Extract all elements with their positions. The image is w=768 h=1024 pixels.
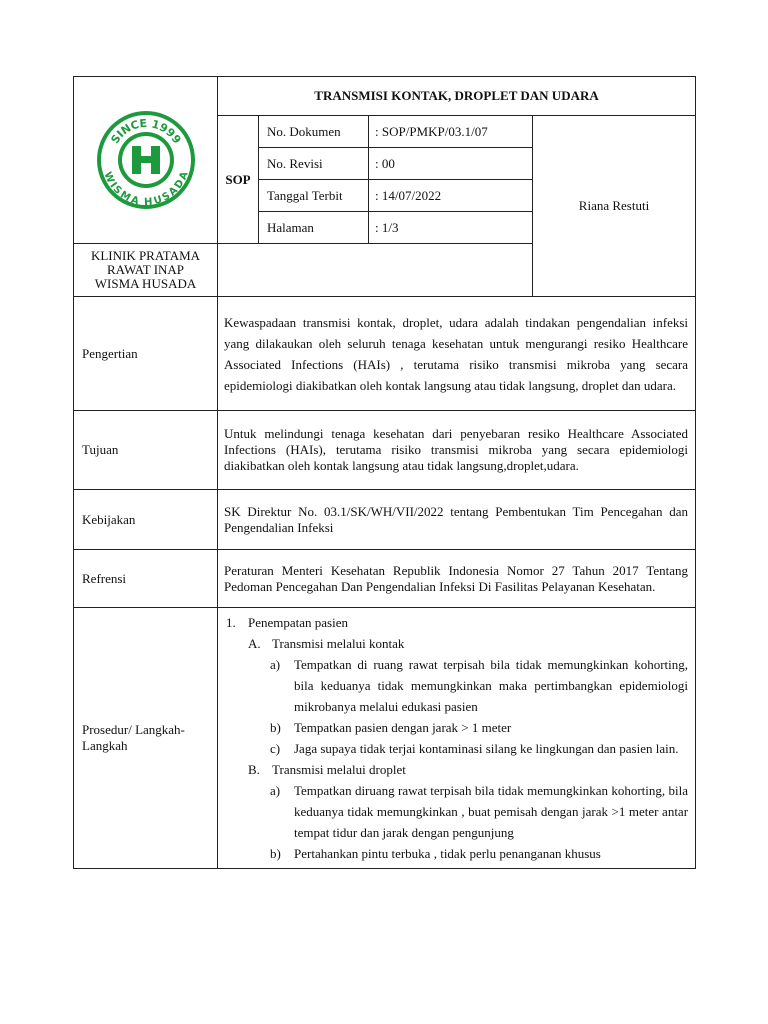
clinic-name-line: WISMA HUSADA <box>94 276 197 291</box>
signatory: Riana Restuti <box>533 116 696 297</box>
sop-table <box>73 76 696 869</box>
meta-key-tanggal: Tanggal Terbit <box>259 180 369 212</box>
list-number: A. <box>248 636 261 651</box>
list-number: a) <box>270 783 281 798</box>
document-title: TRANSMISI KONTAK, DROPLET DAN UDARA <box>218 77 696 116</box>
meta-value-tanggal: : 14/07/2022 <box>369 180 533 212</box>
prosedur-label: Prosedur/ Langkah-Langkah <box>74 608 218 869</box>
clinic-logo <box>96 110 196 210</box>
list-number: c) <box>270 741 281 756</box>
list-item <box>224 633 688 654</box>
sop-label: SOP <box>218 116 259 244</box>
list-item <box>224 612 688 633</box>
list-item-text: Pertahankan pintu terbuka , tidak perlu penanganan khusus <box>294 846 601 861</box>
list-item-text: Transmisi melalui kontak <box>272 636 405 651</box>
list-number: b) <box>270 846 281 861</box>
meta-key-halaman: Halaman <box>259 212 369 244</box>
kebijakan-label: Kebijakan <box>74 490 218 550</box>
logo-top-text: SINCE 1999 <box>107 116 184 147</box>
sop-document <box>73 76 695 869</box>
list-item-text: Tempatkan diruang rawat terpisah bila tidak memungkinkan kohorting, bila keduanya tidak memungkinkan , buat pemisah dengan jarak >1 meter antar tempat tidur dan jarak dengan pengunjung <box>294 783 689 840</box>
prosedur-content <box>218 608 696 869</box>
list-number: 1. <box>226 615 236 630</box>
clinic-name <box>74 244 218 297</box>
pengertian-text: Kewaspadaan transmisi kontak, droplet, udara adalah tindakan pengendalian infeksi yang dilakaukan oleh seluruh tenaga kesehatan untuk mengurangi resiko Healthcare Associated Infections (HAIs) , terutama risiko transmisi mikroba yang secara epidemiologi diakibatkan oleh kontak langsung atau tidak langsung, droplet dan udara. <box>218 297 696 411</box>
list-item <box>224 780 688 843</box>
meta-value-halaman: : 1/3 <box>369 212 533 244</box>
list-item-text: Penempatan pasien <box>248 615 348 630</box>
list-number: b) <box>270 720 281 735</box>
empty-cell <box>218 244 533 297</box>
clinic-name-line: KLINIK PRATAMA <box>90 248 201 263</box>
list-item <box>224 738 688 759</box>
meta-value-dokumen: : SOP/PMKP/03.1/07 <box>369 116 533 148</box>
list-item-text: Transmisi melalui droplet <box>272 762 406 777</box>
list-item-text: Jaga supaya tidak terjai kontaminasi silang ke lingkungan dan pasien lain. <box>294 741 679 756</box>
kebijakan-text: SK Direktur No. 03.1/SK/WH/VII/2022 tentang Pembentukan Tim Pencegahan dan Pengendalian Infeksi <box>218 490 696 550</box>
meta-key-revisi: No. Revisi <box>259 148 369 180</box>
list-number: a) <box>270 657 281 672</box>
refrensi-label: Refrensi <box>74 550 218 608</box>
logo-cell <box>74 77 218 244</box>
list-item <box>224 843 688 864</box>
list-item <box>224 759 688 780</box>
meta-value-revisi: : 00 <box>369 148 533 180</box>
pengertian-label: Pengertian <box>74 297 218 411</box>
list-item <box>224 717 688 738</box>
list-number: B. <box>248 762 260 777</box>
refrensi-text: Peraturan Menteri Kesehatan Republik Indonesia Nomor 27 Tahun 2017 Tentang Pedoman Pencegahan Dan Pengendalian Infeksi Di Fasilitas Pelayanan Kesehatan. <box>218 550 696 608</box>
list-item-text: Tempatkan di ruang rawat terpisah bila tidak memungkinkan kohorting, bila keduanya tidak memungkinkan maka pertimbangkan epidemiologi mikrobanya melalui edukasi pasien <box>294 657 689 714</box>
clinic-name-line: RAWAT INAP <box>106 262 185 277</box>
list-item <box>224 654 688 717</box>
tujuan-text: Untuk melindungi tenaga kesehatan dari penyebaran resiko Healthcare Associated Infections (HAIs), terutama risiko transmisi mikroba yang secara epidemiologi diakibatkan oleh kontak langsung atau tidak langsung,droplet,udara. <box>218 411 696 490</box>
meta-key-dokumen: No. Dokumen <box>259 116 369 148</box>
list-item-text: Tempatkan pasien dengan jarak > 1 meter <box>294 720 512 735</box>
tujuan-label: Tujuan <box>74 411 218 490</box>
logo-bottom-text: WISMA HUSADA <box>100 170 191 209</box>
